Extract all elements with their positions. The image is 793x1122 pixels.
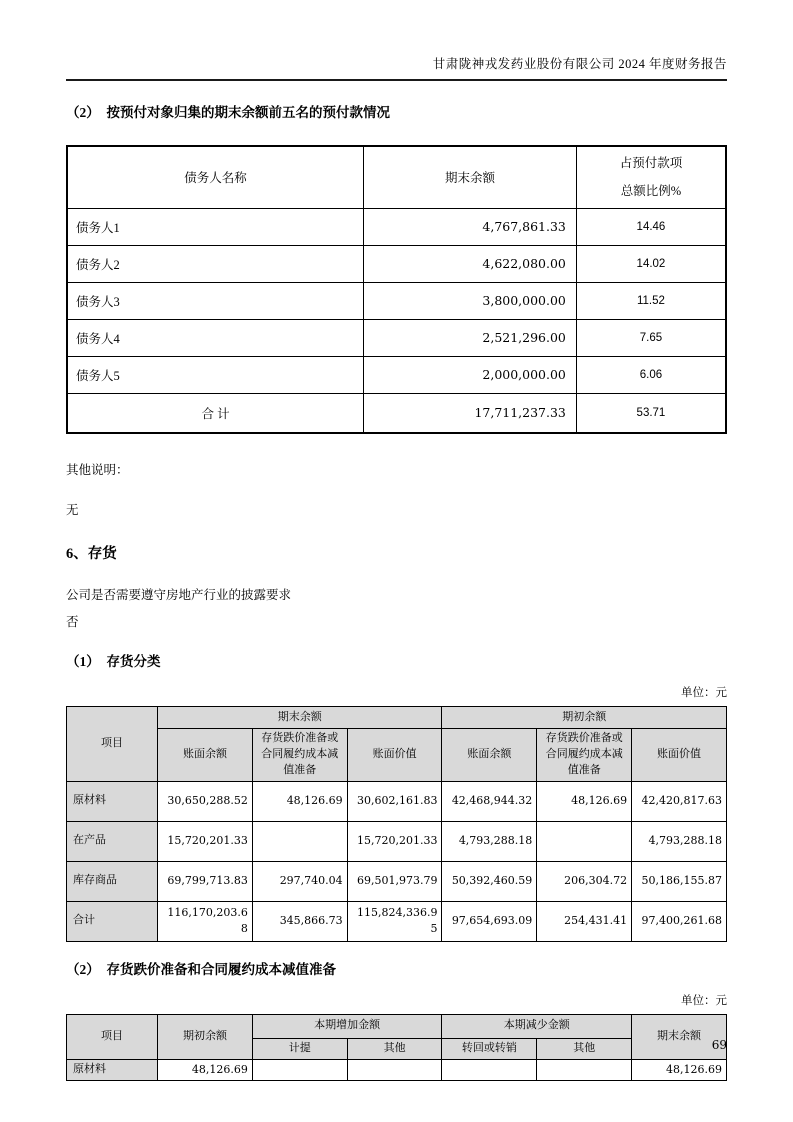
total-ratio: 53.71 [576,393,726,433]
debtor-name: 债务人4 [67,319,364,356]
ratio-value: 11.52 [576,282,726,319]
ending-provision: 345,866.73 [252,901,347,941]
unit-label: 单位：元 [681,687,727,699]
other-increase-value [347,1059,442,1080]
ending-balance: 3,800,000.00 [364,282,577,319]
table-row [67,282,726,319]
col-header-ratio [576,146,726,208]
prepayments-table [66,145,727,434]
col-header-book-balance: 账面余额 [158,729,253,782]
ending-book-balance: 69,799,713.83 [158,861,253,901]
accrual-value [252,1059,347,1080]
col-header-book-balance: 账面余额 [442,729,537,782]
table-row [67,861,727,901]
col-header-ending-balance: 期末余额 [632,1014,727,1059]
table-row [67,821,727,861]
table-header-row [67,1014,727,1038]
col-header-provision: 存货跌价准备或合同履约成本减值准备 [252,729,347,782]
table-row [67,245,726,282]
ending-book-balance: 116,170,203.68 [158,901,253,941]
table-row [67,356,726,393]
inventory-impairment-table [66,1014,727,1081]
ending-balance: 2,000,000.00 [364,356,577,393]
col-header-item: 项目 [67,1014,158,1059]
beginning-book-value: 97,400,261.68 [632,901,727,941]
ending-book-balance: 30,650,288.52 [158,781,253,821]
reversal-value [442,1059,537,1080]
report-header-title: 甘肃陇神戎发药业股份有限公司 2024 年度财务报告 [66,0,727,81]
section-heading-prepayments: （2） 按预付对象归集的期末余额前五名的预付款情况 [66,105,390,120]
group-header-ending-balance: 期末余额 [158,707,442,729]
debtor-name: 债务人1 [67,208,364,245]
col-header-accrual: 计提 [252,1038,347,1059]
beginning-provision: 254,431.41 [537,901,632,941]
beginning-book-balance: 4,793,288.18 [442,821,537,861]
other-note-value: 无 [66,503,79,517]
total-label: 合 计 [67,393,364,433]
beginning-provision: 48,126.69 [537,781,632,821]
col-header-other-increase: 其他 [347,1038,442,1059]
page-number: 69 [711,1038,727,1052]
item-label: 库存商品 [67,861,158,901]
group-header-beginning-balance: 期初余额 [442,707,727,729]
debtor-name: 债务人2 [67,245,364,282]
table-subheader-row [67,729,727,782]
col-header-book-value: 账面价值 [632,729,727,782]
section-heading-inventory: 6、存货 [66,546,117,562]
debtor-name: 债务人5 [67,356,364,393]
ratio-value: 14.02 [576,245,726,282]
total-row [67,901,727,941]
total-ending-balance: 17,711,237.33 [364,393,577,433]
beginning-provision [537,821,632,861]
total-row [67,393,726,433]
item-label: 在产品 [67,821,158,861]
item-label: 合计 [67,901,158,941]
realestate-disclosure-answer: 否 [66,615,79,629]
beginning-balance: 48,126.69 [158,1059,253,1080]
col-header-provision: 存货跌价准备或合同履约成本减值准备 [537,729,632,782]
ending-balance: 4,622,080.00 [364,245,577,282]
col-header-other-decrease: 其他 [537,1038,632,1059]
table-header-row [67,146,726,208]
group-header-increase: 本期增加金额 [252,1014,442,1038]
beginning-book-value: 42,420,817.63 [632,781,727,821]
ending-provision [252,821,347,861]
ratio-value: 7.65 [576,319,726,356]
ending-book-value: 115,824,336.95 [347,901,442,941]
col-header-ending-balance: 期末余额 [364,146,577,208]
beginning-book-balance: 50,392,460.59 [442,861,537,901]
table-row [67,208,726,245]
col-header-beginning-balance: 期初余额 [158,1014,253,1059]
other-note-label: 其他说明： [66,463,129,477]
col-header-reversal: 转回或转销 [442,1038,537,1059]
beginning-book-value: 50,186,155.87 [632,861,727,901]
inventory-classification-table [66,706,727,942]
ending-balance: 2,521,296.00 [364,319,577,356]
ratio-value: 14.46 [576,208,726,245]
ending-provision: 297,740.04 [252,861,347,901]
ending-provision: 48,126.69 [252,781,347,821]
ending-book-value: 30,602,161.83 [347,781,442,821]
col-header-ratio-line1: 占预付款项 [619,155,683,170]
realestate-disclosure-question: 公司是否需要遵守房地产行业的披露要求 [66,588,292,602]
col-header-debtor-name: 债务人名称 [67,146,364,208]
beginning-book-value: 4,793,288.18 [632,821,727,861]
ending-book-balance: 15,720,201.33 [158,821,253,861]
col-header-ratio-line2: 总额比例% [620,184,682,199]
section-heading-inventory-impairment: （2） 存货跌价准备和合同履约成本减值准备 [66,961,336,977]
unit-label: 单位：元 [681,994,727,1007]
debtor-name: 债务人3 [67,282,364,319]
item-label: 原材料 [67,781,158,821]
group-header-decrease: 本期减少金额 [442,1014,632,1038]
beginning-provision: 206,304.72 [537,861,632,901]
ending-book-value: 15,720,201.33 [347,821,442,861]
table-row [67,1059,727,1080]
table-row [67,781,727,821]
other-decrease-value [537,1059,632,1080]
item-label: 原材料 [67,1059,158,1080]
ending-balance: 48,126.69 [632,1059,727,1080]
beginning-book-balance: 42,468,944.32 [442,781,537,821]
beginning-book-balance: 97,654,693.09 [442,901,537,941]
table-row [67,319,726,356]
section-heading-inventory-classification: （1） 存货分类 [66,654,161,669]
table-header-row [67,707,727,729]
ratio-value: 6.06 [576,356,726,393]
col-header-book-value: 账面价值 [347,729,442,782]
ending-book-value: 69,501,973.79 [347,861,442,901]
col-header-item: 项目 [67,707,158,782]
ending-balance: 4,767,861.33 [364,208,577,245]
